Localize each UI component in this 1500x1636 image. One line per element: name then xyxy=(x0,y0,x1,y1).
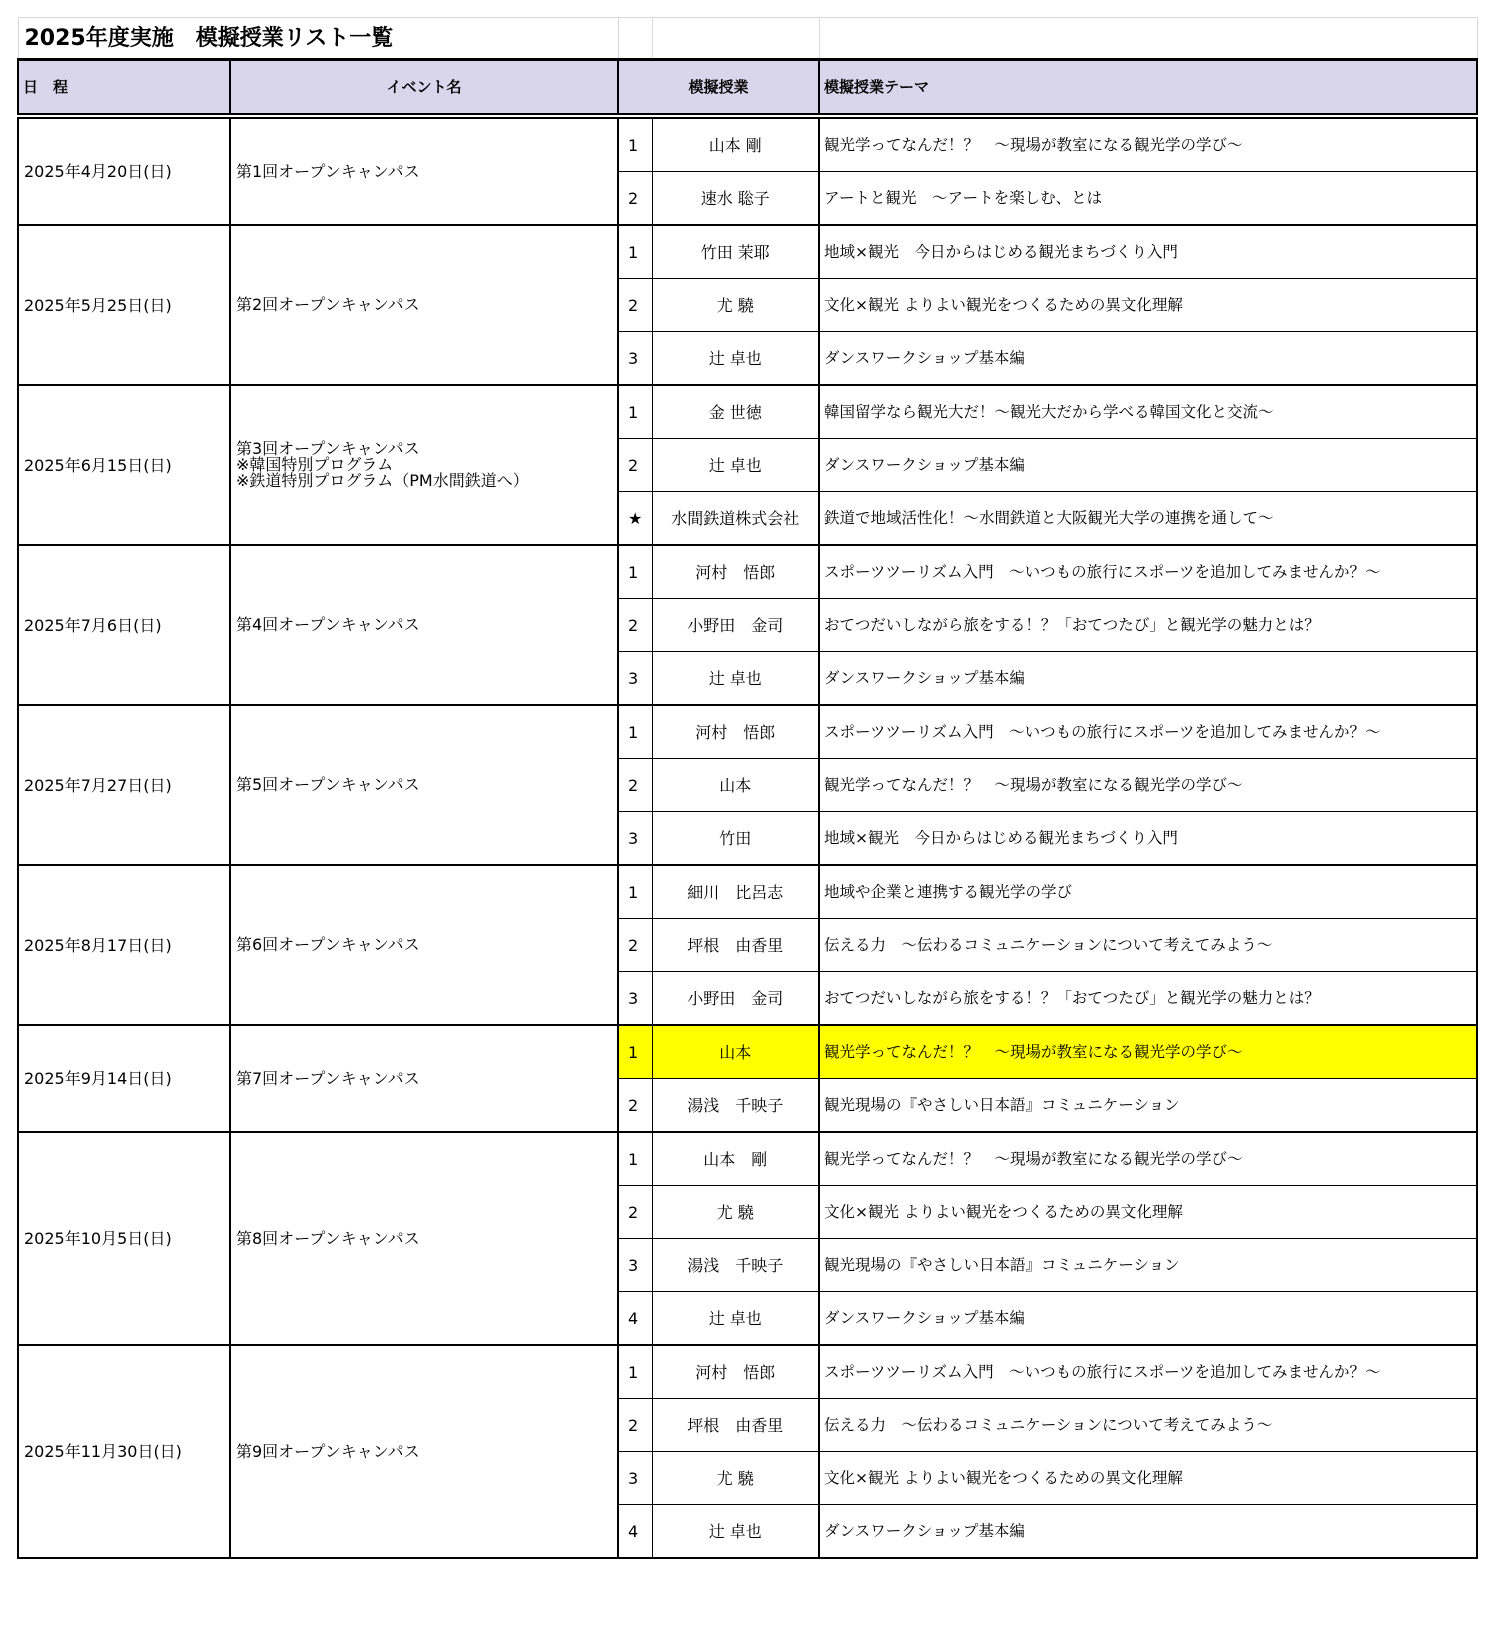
lecturer-name: 小野田 金司 xyxy=(652,599,819,652)
date-cell: 2025年10月5日(日) xyxy=(18,1132,230,1345)
lecturer-name: 辻 卓也 xyxy=(652,1292,819,1346)
lecture-theme: 地域×観光 今日からはじめる観光まちづくり入門 xyxy=(819,812,1477,866)
lecture-theme: 観光学ってなんだ！？ ～現場が教室になる観光学の学び～ xyxy=(819,1025,1477,1079)
lecture-number: 1 xyxy=(618,225,652,279)
lecturer-name: 竹田 xyxy=(652,812,819,866)
event-name-line: 第5回オープンキャンパス xyxy=(236,775,420,794)
lecturer-name: 河村 悟郎 xyxy=(652,705,819,759)
lecture-number: 2 xyxy=(618,599,652,652)
lecture-table xyxy=(17,17,1478,1559)
table-row xyxy=(18,865,1477,919)
lecturer-name: 尤 驍 xyxy=(652,1186,819,1239)
date-cell: 2025年7月27日(日) xyxy=(18,705,230,865)
table-row xyxy=(18,545,1477,599)
empty-cell xyxy=(618,18,652,60)
lecture-number: 3 xyxy=(618,652,652,706)
header-date: 日 程 xyxy=(18,60,230,115)
lecture-theme: アートと観光 ～アートを楽しむ、とは xyxy=(819,172,1477,226)
lecture-number: 2 xyxy=(618,919,652,972)
date-cell: 2025年6月15日(日) xyxy=(18,385,230,545)
lecture-theme: 文化×観光 よりよい観光をつくるための異文化理解 xyxy=(819,1186,1477,1239)
lecture-number: 1 xyxy=(618,1345,652,1399)
date-cell: 2025年5月25日(日) xyxy=(18,225,230,385)
header-lecture: 模擬授業 xyxy=(618,60,819,115)
table-row xyxy=(18,225,1477,279)
lecturer-name: 山本 剛 xyxy=(652,1132,819,1186)
event-name-line: ※韓国特別プログラム xyxy=(236,455,394,474)
event-name-line: 第1回オープンキャンパス xyxy=(236,161,420,181)
lecture-theme: ダンスワークショップ基本編 xyxy=(819,652,1477,706)
lecture-theme: 観光学ってなんだ！？ ～現場が教室になる観光学の学び～ xyxy=(819,118,1477,172)
lecture-number: 2 xyxy=(618,1079,652,1133)
lecture-number: 2 xyxy=(618,279,652,332)
lecture-number: 1 xyxy=(618,865,652,919)
lecturer-name: 細川 比呂志 xyxy=(652,865,819,919)
lecture-number: 3 xyxy=(618,332,652,386)
event-name-line: 第6回オープンキャンパス xyxy=(236,935,420,954)
lecturer-name: 辻 卓也 xyxy=(652,439,819,492)
lecture-number: 3 xyxy=(618,812,652,866)
title-row xyxy=(18,18,1477,60)
table-row xyxy=(18,705,1477,759)
lecture-theme: 観光現場の『やさしい日本語』コミュニケーション xyxy=(819,1079,1477,1133)
lecture-theme: ダンスワークショップ基本編 xyxy=(819,1292,1477,1346)
header-event: イベント名 xyxy=(230,60,618,115)
lecturer-name: 速水 聡子 xyxy=(652,172,819,226)
event-cell xyxy=(230,1132,618,1345)
event-cell xyxy=(230,1025,618,1132)
lecture-number: 2 xyxy=(618,1399,652,1452)
lecture-theme: 伝える力 ～伝わるコミュニケーションについて考えてみよう～ xyxy=(819,919,1477,972)
lecture-number: 3 xyxy=(618,972,652,1026)
lecture-theme: 韓国留学なら観光大だ！～観光大だから学べる韓国文化と交流～ xyxy=(819,385,1477,439)
lecture-theme: スポーツツーリズム入門 ～いつもの旅行にスポーツを追加してみませんか？～ xyxy=(819,1345,1477,1399)
lecture-theme: 観光学ってなんだ！？ ～現場が教室になる観光学の学び～ xyxy=(819,1132,1477,1186)
event-name-line: ※鉄道特別プログラム（PM水間鉄道へ） xyxy=(236,471,529,490)
lecture-number: 2 xyxy=(618,1186,652,1239)
lecturer-name: 坪根 由香里 xyxy=(652,919,819,972)
lecturer-name: 河村 悟郎 xyxy=(652,545,819,599)
lecture-number: ★ xyxy=(618,492,652,546)
empty-cell xyxy=(652,18,819,60)
event-cell xyxy=(230,225,618,385)
date-cell: 2025年4月20日(日) xyxy=(18,118,230,225)
lecturer-name: 尤 驍 xyxy=(652,1452,819,1505)
lecture-number: 2 xyxy=(618,439,652,492)
event-name-line: 第8回オープンキャンパス xyxy=(236,1228,420,1248)
lecture-theme: 鉄道で地域活性化！～水間鉄道と大阪観光大学の連携を通して～ xyxy=(819,492,1477,546)
lecturer-name: 坪根 由香里 xyxy=(652,1399,819,1452)
lecture-theme: スポーツツーリズム入門 ～いつもの旅行にスポーツを追加してみませんか？～ xyxy=(819,705,1477,759)
lecture-theme: スポーツツーリズム入門 ～いつもの旅行にスポーツを追加してみませんか？～ xyxy=(819,545,1477,599)
lecture-number: 4 xyxy=(618,1292,652,1346)
event-name-line: 第9回オープンキャンパス xyxy=(236,1441,420,1461)
event-cell xyxy=(230,118,618,225)
lecturer-name: 竹田 茉耶 xyxy=(652,225,819,279)
lecture-number: 1 xyxy=(618,705,652,759)
table-row xyxy=(18,118,1477,172)
lecture-theme: ダンスワークショップ基本編 xyxy=(819,332,1477,386)
lecture-theme: おてつだいしながら旅をする！？「おてつたび」と観光学の魅力とは？ xyxy=(819,972,1477,1026)
table-row xyxy=(18,1025,1477,1079)
lecture-number: 3 xyxy=(618,1239,652,1292)
event-cell xyxy=(230,545,618,705)
lecturer-name: 山本 xyxy=(652,1025,819,1079)
date-cell: 2025年11月30日(日) xyxy=(18,1345,230,1558)
lecturer-name: 湯浅 千映子 xyxy=(652,1079,819,1133)
lecturer-name: 湯浅 千映子 xyxy=(652,1239,819,1292)
lecturer-name: 山本 剛 xyxy=(652,118,819,172)
lecturer-name: 辻 卓也 xyxy=(652,652,819,706)
lecture-number: 1 xyxy=(618,1132,652,1186)
event-name-line: 第2回オープンキャンパス xyxy=(236,295,420,314)
lecture-theme: 文化×観光 よりよい観光をつくるための異文化理解 xyxy=(819,1452,1477,1505)
table-row xyxy=(18,1345,1477,1399)
lecture-number: 1 xyxy=(618,118,652,172)
lecturer-name: 辻 卓也 xyxy=(652,1505,819,1559)
event-cell xyxy=(230,705,618,865)
event-cell xyxy=(230,865,618,1025)
lecture-number: 1 xyxy=(618,385,652,439)
event-name-line: 第4回オープンキャンパス xyxy=(236,615,420,634)
lecture-theme: 地域×観光 今日からはじめる観光まちづくり入門 xyxy=(819,225,1477,279)
lecture-theme: 観光現場の『やさしい日本語』コミュニケーション xyxy=(819,1239,1477,1292)
lecturer-name: 辻 卓也 xyxy=(652,332,819,386)
lecturer-name: 金 世徳 xyxy=(652,385,819,439)
header-row xyxy=(18,60,1477,115)
event-cell xyxy=(230,385,618,545)
empty-cell xyxy=(819,18,1477,60)
lecturer-name: 水間鉄道株式会社 xyxy=(652,492,819,546)
lecture-number: 3 xyxy=(618,1452,652,1505)
lecture-theme: ダンスワークショップ基本編 xyxy=(819,1505,1477,1559)
lecture-theme: おてつだいしながら旅をする！？「おてつたび」と観光学の魅力とは？ xyxy=(819,599,1477,652)
header-theme: 模擬授業テーマ xyxy=(819,60,1477,115)
lecturer-name: 小野田 金司 xyxy=(652,972,819,1026)
lecture-theme: ダンスワークショップ基本編 xyxy=(819,439,1477,492)
lecture-number: 2 xyxy=(618,759,652,812)
table-row xyxy=(18,385,1477,439)
date-cell: 2025年7月6日(日) xyxy=(18,545,230,705)
lecturer-name: 山本 xyxy=(652,759,819,812)
lecture-number: 2 xyxy=(618,172,652,226)
lecturer-name: 尤 驍 xyxy=(652,279,819,332)
date-cell: 2025年8月17日(日) xyxy=(18,865,230,1025)
page-title: 2025年度実施 模擬授業リスト一覧 xyxy=(18,18,618,60)
date-cell: 2025年9月14日(日) xyxy=(18,1025,230,1132)
lecturer-name: 河村 悟郎 xyxy=(652,1345,819,1399)
event-name-line: 第3回オープンキャンパス xyxy=(236,439,420,458)
event-cell xyxy=(230,1345,618,1558)
table-row xyxy=(18,1132,1477,1186)
lecture-number: 1 xyxy=(618,545,652,599)
lecture-number: 4 xyxy=(618,1505,652,1559)
event-name-line: 第7回オープンキャンパス xyxy=(236,1068,420,1088)
lecture-number: 1 xyxy=(618,1025,652,1079)
lecture-theme: 地域や企業と連携する観光学の学び xyxy=(819,865,1477,919)
lecture-theme: 観光学ってなんだ！？ ～現場が教室になる観光学の学び～ xyxy=(819,759,1477,812)
spreadsheet xyxy=(17,17,1478,1559)
lecture-theme: 文化×観光 よりよい観光をつくるための異文化理解 xyxy=(819,279,1477,332)
lecture-theme: 伝える力 ～伝わるコミュニケーションについて考えてみよう～ xyxy=(819,1399,1477,1452)
